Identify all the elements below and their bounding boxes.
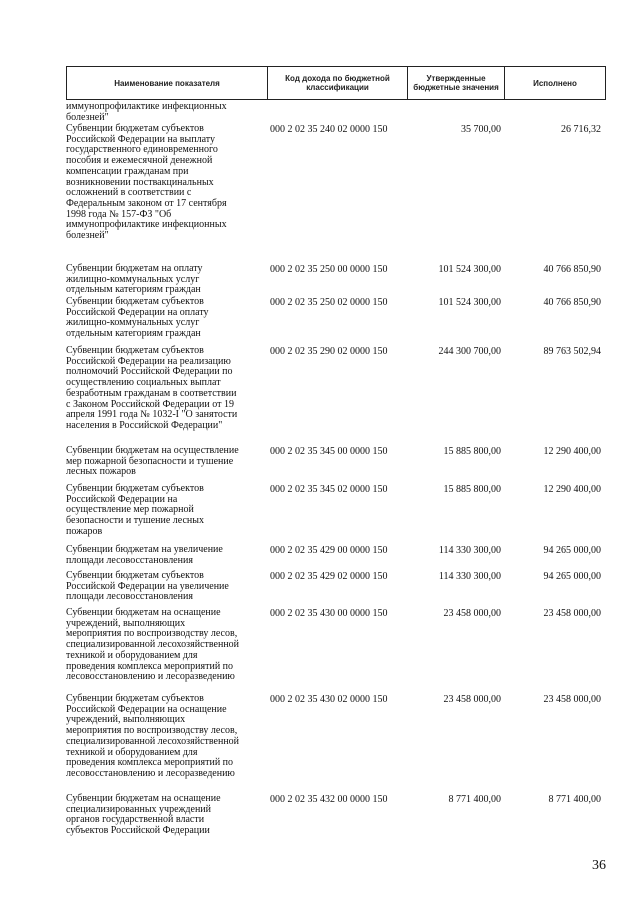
row-name: Субвенции бюджетам на осуществление мер пожарной безопасности и тушение лесных пожаров <box>66 445 239 478</box>
row-approved: 114 330 300,00 <box>438 571 501 582</box>
row-name: Субвенции бюджетам субъектов Российской Федерации на оплату жилищно-коммунальных услуг отдельным категориям граждан <box>66 296 209 340</box>
row-approved: 101 524 300,00 <box>438 297 501 308</box>
row-name: Субвенции бюджетам субъектов Российской Федерации на увеличение площади лесовосстановления <box>66 570 229 603</box>
row-approved: 15 885 800,00 <box>443 446 501 457</box>
row-approved: 15 885 800,00 <box>443 484 501 495</box>
row-done: 26 716,32 <box>561 124 601 135</box>
row-name: Субвенции бюджетам субъектов Российской Федерации на реализацию полномочий Российской Федерации по осуществлению социальных выплат безработным гражданам в соответствии с Законом Российской Федерации от 19 апреля 1991 года № 1032-I "О занятости населения в Российской Федерации" <box>66 345 238 431</box>
row-done: 40 766 850,90 <box>543 264 601 275</box>
row-done: 94 265 000,00 <box>543 545 601 556</box>
row-done: 40 766 850,90 <box>543 297 601 308</box>
continuation-text: иммунопрофилактике инфекционных болезней" <box>66 101 227 123</box>
row-done: 8 771 400,00 <box>548 794 601 805</box>
row-code: 000 2 02 35 430 02 0000 150 <box>270 694 388 705</box>
row-done: 12 290 400,00 <box>543 484 601 495</box>
row-approved: 244 300 700,00 <box>438 346 501 357</box>
row-done: 12 290 400,00 <box>543 446 601 457</box>
row-name: Субвенции бюджетам на увеличение площади лесовосстановления <box>66 544 223 566</box>
row-done: 23 458 000,00 <box>543 608 601 619</box>
row-name: Субвенции бюджетам на оснащение учреждений, выполняющих мероприятия по воспроизводству лесов, специализированной лесохозяйственной техникой и оборудованием для проведения комплекса мероприятий по лесовосстановлению и лесоразведению <box>66 607 240 683</box>
row-done: 23 458 000,00 <box>543 694 601 705</box>
row-done: 94 265 000,00 <box>543 571 601 582</box>
row-approved: 101 524 300,00 <box>438 264 501 275</box>
row-approved: 23 458 000,00 <box>443 694 501 705</box>
row-approved: 8 771 400,00 <box>448 794 501 805</box>
row-approved: 35 700,00 <box>461 124 501 135</box>
row-code: 000 2 02 35 429 02 0000 150 <box>270 571 388 582</box>
row-done: 89 763 502,94 <box>543 346 601 357</box>
table-header <box>66 66 606 100</box>
header-name-column: Наименование показателя <box>67 67 268 99</box>
row-code: 000 2 02 35 345 02 0000 150 <box>270 484 388 495</box>
row-name: Субвенции бюджетам на оплату жилищно-коммунальных услуг отдельным категориям граждан <box>66 263 203 296</box>
row-code: 000 2 02 35 432 00 0000 150 <box>270 794 388 805</box>
header-done-column: Исполнено <box>533 78 577 88</box>
page-number: 36 <box>592 858 606 873</box>
row-code: 000 2 02 35 430 00 0000 150 <box>270 608 388 619</box>
row-name: Субвенции бюджетам субъектов Российской Федерации на оснащение учреждений, выполняющих мероприятия по воспроизводству лесов, специализированной лесохозяйственной техникой и оборудованием для проведения комплекса мероприятий по лесовосстановлению и лесоразведению <box>66 693 240 779</box>
row-approved: 114 330 300,00 <box>438 545 501 556</box>
row-name: Субвенции бюджетам на оснащение специализированных учреждений органов государственной власти субъектов Российской Федерации <box>66 793 221 837</box>
row-code: 000 2 02 35 290 02 0000 150 <box>270 346 388 357</box>
row-code: 000 2 02 35 240 02 0000 150 <box>270 124 388 135</box>
row-code: 000 2 02 35 429 00 0000 150 <box>270 545 388 556</box>
row-approved: 23 458 000,00 <box>443 608 501 619</box>
row-code: 000 2 02 35 345 00 0000 150 <box>270 446 388 457</box>
row-code: 000 2 02 35 250 02 0000 150 <box>270 297 388 308</box>
header-approved-column: Утвержденные бюджетные значения <box>408 67 505 99</box>
row-name: Субвенции бюджетам субъектов Российской Федерации на выплату государственного единовременного пособия и ежемесячной денежной компенсации гражданам при возникновении поствакцинальных осложнений в соответствии с Федеральным законом от 17 сентября 1998 года № 157-ФЗ "Об иммунопрофилактике инфекционных болезней" <box>66 123 227 242</box>
header-code-column: Код дохода по бюджетной классификации <box>268 67 408 99</box>
row-code: 000 2 02 35 250 00 0000 150 <box>270 264 388 275</box>
row-name: Субвенции бюджетам субъектов Российской Федерации на осуществление мер пожарной безопасности и тушение лесных пожаров <box>66 483 204 537</box>
